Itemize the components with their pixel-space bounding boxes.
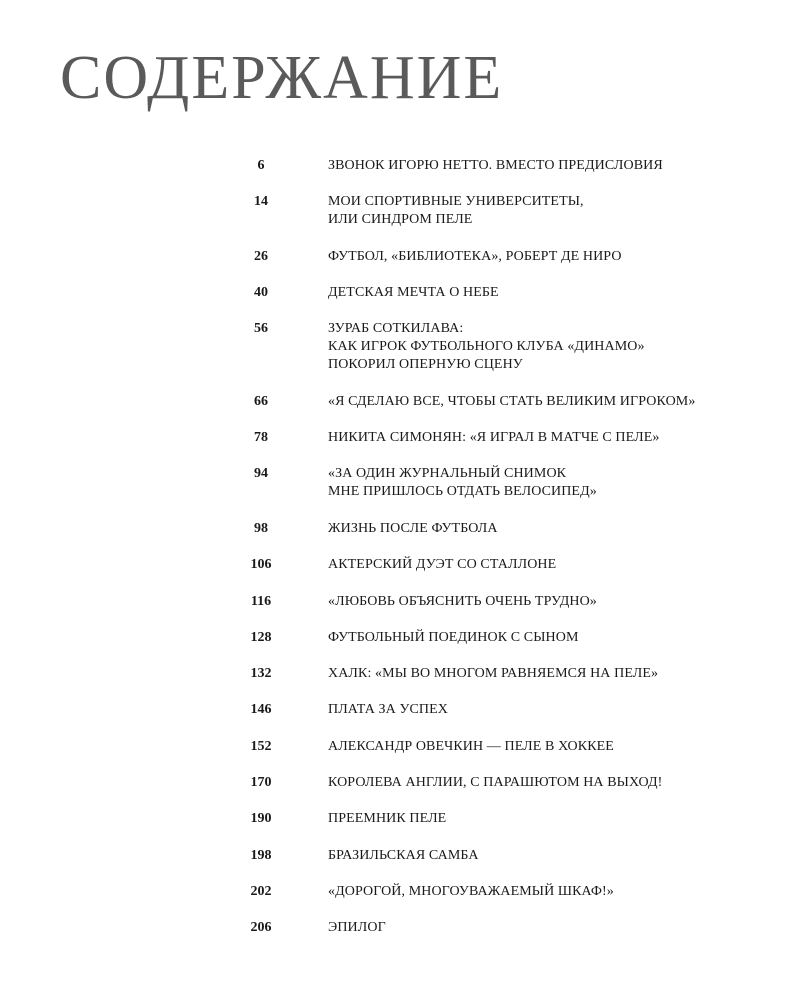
toc-chapter-title-line: ЖИЗНЬ ПОСЛЕ ФУТБОЛА <box>328 520 498 536</box>
toc-chapter-title-line: МОИ СПОРТИВНЫЕ УНИВЕРСИТЕТЫ, <box>328 194 584 210</box>
toc-page-number: 14 <box>254 194 268 210</box>
toc-page-number: 146 <box>250 702 272 718</box>
toc-chapter-title <box>328 774 778 792</box>
toc-chapter-title-line: ЗУРАБ СОТКИЛАВА: <box>328 321 464 337</box>
toc-chapter-title-line: КОРОЛЕВА АНГЛИИ, С ПАРАШЮТОМ НА ВЫХОД! <box>328 775 663 791</box>
toc-entry <box>240 248 780 284</box>
toc-chapter-title <box>328 556 778 574</box>
toc-chapter-title-line: АЛЕКСАНДР ОВЕЧКИН — ПЕЛЕ В ХОККЕЕ <box>328 738 614 754</box>
toc-chapter-title-line: «ЛЮБОВЬ ОБЪЯСНИТЬ ОЧЕНЬ ТРУДНО» <box>328 593 597 609</box>
toc-chapter-title-line: ФУТБОЛЬНЫЙ ПОЕДИНОК С СЫНОМ <box>328 629 579 645</box>
toc-chapter-title-line: ФУТБОЛ, «БИБЛИОТЕКА», РОБЕРТ ДЕ НИРО <box>328 248 622 264</box>
toc-page-number: 106 <box>250 557 272 573</box>
toc-entry <box>240 520 780 556</box>
toc-chapter-title <box>328 883 778 901</box>
toc-chapter-title-line: ХАЛК: «МЫ ВО МНОГОМ РАВНЯЕМСЯ НА ПЕЛЕ» <box>328 666 659 682</box>
toc-chapter-title <box>328 320 778 374</box>
toc-chapter-title <box>328 193 778 229</box>
toc-chapter-title <box>328 393 778 411</box>
toc-page-number: 78 <box>254 430 268 446</box>
toc-chapter-title <box>328 429 778 447</box>
toc-chapter-title-line: БРАЗИЛЬСКАЯ САМБА <box>328 847 479 863</box>
toc-page-number: 66 <box>254 393 268 409</box>
toc-chapter-title <box>328 629 778 647</box>
toc-chapter-title <box>328 248 778 266</box>
toc-page-number: 190 <box>250 811 272 827</box>
toc-chapter-title-line: «ЗА ОДИН ЖУРНАЛЬНЫЙ СНИМОК <box>328 466 567 482</box>
toc-chapter-title-line: «ДОРОГОЙ, МНОГОУВАЖАЕМЫЙ ШКАФ!» <box>328 883 614 899</box>
toc-entry <box>240 157 780 193</box>
toc-chapter-title-line: АКТЕРСКИЙ ДУЭТ СО СТАЛЛОНЕ <box>328 557 557 573</box>
toc-chapter-title <box>328 157 778 175</box>
toc-entry <box>240 701 780 737</box>
toc-entry <box>240 810 780 846</box>
toc-page-number: 116 <box>250 593 272 609</box>
toc-entry <box>240 393 780 429</box>
toc-entry <box>240 284 780 320</box>
toc-chapter-title <box>328 520 778 538</box>
toc-page-number: 40 <box>254 285 268 301</box>
toc-chapter-title-line: ЗВОНОК ИГОРЮ НЕТТО. ВМЕСТО ПРЕДИСЛОВИЯ <box>328 158 663 173</box>
toc-page-number: 202 <box>250 883 272 899</box>
toc-page-number: 198 <box>250 847 272 863</box>
toc-entry <box>240 593 780 629</box>
toc-entry <box>240 665 780 701</box>
toc-chapter-title-line: МНЕ ПРИШЛОСЬ ОТДАТЬ ВЕЛОСИПЕД» <box>328 484 597 500</box>
page-title: СОДЕРЖАНИЕ <box>60 44 504 112</box>
toc-chapter-title-line: КАК ИГРОК ФУТБОЛЬНОГО КЛУБА «ДИНАМО» <box>328 339 645 355</box>
toc-entry <box>240 629 780 665</box>
toc-entry <box>240 774 780 810</box>
toc-chapter-title-line: «Я СДЕЛАЮ ВСЕ, ЧТОБЫ СТАТЬ ВЕЛИКИМ ИГРОКОМ» <box>328 393 696 409</box>
toc-chapter-title-line: НИКИТА СИМОНЯН: «Я ИГРАЛ В МАТЧЕ С ПЕЛЕ» <box>328 430 660 446</box>
toc-chapter-title-line: ИЛИ СИНДРОМ ПЕЛЕ <box>328 212 473 228</box>
toc-chapter-title-line: ПОКОРИЛ ОПЕРНУЮ СЦЕНУ <box>328 357 523 373</box>
toc-entry <box>240 429 780 465</box>
toc-chapter-title <box>328 810 778 828</box>
toc-chapter-title <box>328 919 778 937</box>
toc-chapter-title <box>328 701 778 719</box>
toc-page-number: 56 <box>254 321 268 337</box>
toc-chapter-title-line: ПЛАТА ЗА УСПЕХ <box>328 702 448 718</box>
toc-page-number: 26 <box>254 248 268 264</box>
toc-chapter-title-line: ДЕТСКАЯ МЕЧТА О НЕБЕ <box>328 285 499 301</box>
toc-chapter-title <box>328 665 778 683</box>
toc-page-number: 152 <box>250 738 272 754</box>
toc-entry <box>240 556 780 592</box>
toc-chapter-title <box>328 593 778 611</box>
toc-chapter-title <box>328 465 778 501</box>
toc-page-number: 170 <box>250 775 272 791</box>
table-of-contents <box>240 157 780 956</box>
toc-page-number: 6 <box>257 158 265 173</box>
toc-page-number: 94 <box>254 466 268 482</box>
toc-page-number: 98 <box>254 520 268 536</box>
toc-entry <box>240 847 780 883</box>
toc-chapter-title <box>328 284 778 302</box>
toc-chapter-title-line: ЭПИЛОГ <box>328 920 386 936</box>
toc-page-number: 206 <box>250 920 272 936</box>
toc-page-number: 128 <box>250 629 272 645</box>
toc-entry <box>240 465 780 520</box>
toc-entry <box>240 919 780 955</box>
toc-entry <box>240 738 780 774</box>
toc-page-number: 132 <box>250 666 272 682</box>
toc-entry <box>240 883 780 919</box>
toc-entry <box>240 320 780 393</box>
toc-chapter-title <box>328 738 778 756</box>
toc-entry <box>240 193 780 248</box>
toc-chapter-title <box>328 847 778 865</box>
toc-chapter-title-line: ПРЕЕМНИК ПЕЛЕ <box>328 811 447 827</box>
